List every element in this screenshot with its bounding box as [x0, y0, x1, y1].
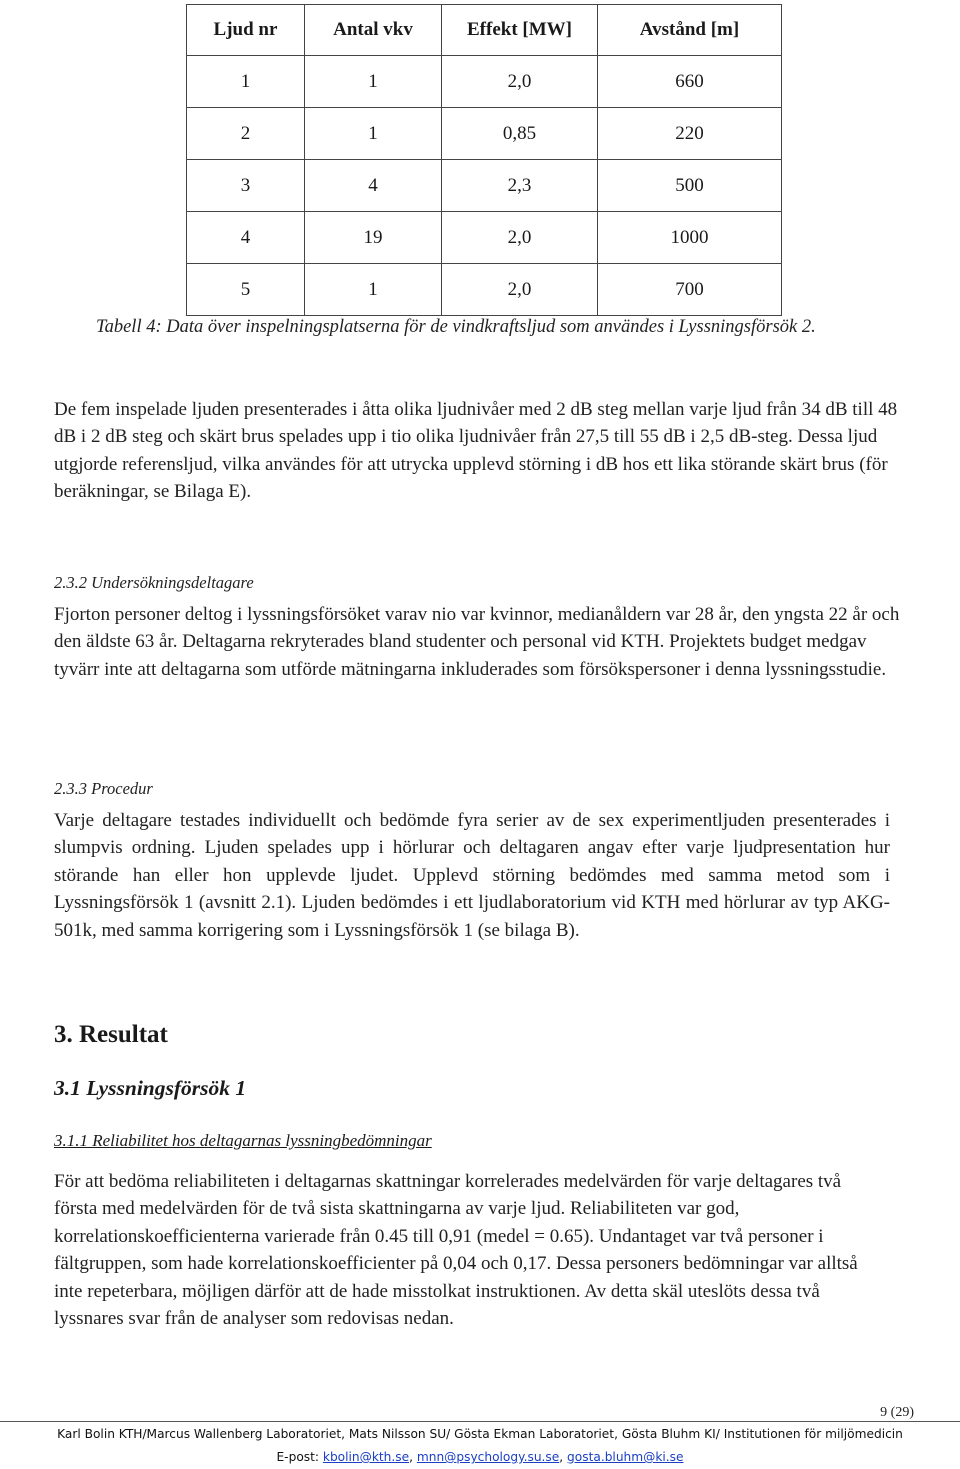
footer-contact	[0, 1450, 960, 1464]
table-cell: 660	[598, 56, 782, 108]
email-label: E-post:	[276, 1450, 320, 1464]
table-cell: 5	[187, 264, 305, 316]
table-cell: 19	[305, 212, 442, 264]
table-caption: Tabell 4: Data över inspelningsplatserna för de vindkraftsljud som användes i Lyssningsförsök 2.	[96, 317, 816, 337]
table-cell: 2,0	[442, 264, 598, 316]
recording-sites-table	[186, 4, 782, 316]
table-cell: 2	[187, 108, 305, 160]
participants-paragraph: Fjorton personer deltog i lyssningsförsöket varav nio var kvinnor, medianåldern var 28 år, den yngsta 22 år och den äldste 63 år. Deltagarna rekryterades bland studenter och personal vid KTH. Projektets budget medgav tyvärr inte att deltagarna som utförde mätningarna inkluderades som försökspersoner i denna lyssningsstudie.	[54, 604, 900, 680]
table-row	[187, 264, 782, 316]
chapter-heading-results: 3. Resultat	[54, 1021, 168, 1048]
intro-paragraph: De fem inspelade ljuden presenterades i åtta olika ljudnivåer med 2 dB steg mellan varje ljud från 34 dB till 48 dB i 2 dB steg och skärt brus spelades upp i tio olika ljudnivåer från 27,5 till 55 dB i 2,5 dB-steg. Dessa ljud utgjorde referensljud, vilka användes för att utrycka upplevd störning i dB hos ett lika störande skärt brus (för beräkningar, se Bilaga E).	[54, 399, 898, 503]
column-header: Avstånd [m]	[598, 5, 782, 56]
footer-divider	[0, 1421, 960, 1422]
table-cell: 3	[187, 160, 305, 212]
subsection-heading-reliability: 3.1.1 Reliabilitet hos deltagarnas lyssningbedömningar	[54, 1131, 432, 1150]
table-cell: 2,0	[442, 56, 598, 108]
table-row	[187, 212, 782, 264]
column-header: Ljud nr	[187, 5, 305, 56]
email-link[interactable]: gosta.bluhm@ki.se	[567, 1450, 684, 1464]
table-cell: 700	[598, 264, 782, 316]
table-row	[187, 108, 782, 160]
table-cell: 2,0	[442, 212, 598, 264]
table-cell: 1	[305, 56, 442, 108]
table-cell: 220	[598, 108, 782, 160]
reliability-paragraph: För att bedöma reliabiliteten i deltagarnas skattningar korrelerades medelvärden för varje deltagares två första med medelvärden för de två sista skattningarna av varje ljud. Reliabiliteten var god, korrelationskoefficienterna varierade från 0.45 till 0,91 (medel = 0.65). Undantaget var två personer i fältgruppen, som hade korrelationskoefficienter på 0,04 och 0,17. Dessa personers bedömningar var alltså inte repeterbara, möjligen därför att de hade misstolkat instruktionen. Av detta skäl uteslöts dessa två lyssnares svar från de analyser som redovisas nedan.	[54, 1171, 858, 1330]
section-heading-participants: 2.3.2 Undersökningsdeltagare	[54, 573, 254, 592]
email-link[interactable]: kbolin@kth.se	[322, 1450, 410, 1464]
table-cell: 1000	[598, 212, 782, 264]
footer-authors: Karl Bolin KTH/Marcus Wallenberg Laboratoriet, Mats Nilsson SU/ Gösta Ekman Laboratoriet, Gösta Bluhm KI/ Institutionen för miljömedicin	[57, 1427, 903, 1441]
table-cell: 4	[187, 212, 305, 264]
email-separator: ,	[409, 1450, 413, 1464]
page-number: 9 (29)	[880, 1405, 914, 1420]
procedure-paragraph: Varje deltagare testades individuellt och bedömde fyra serier av de sex experimentljuden presenterades i slumpvis ordning. Ljuden spelades upp i hörlurar och deltagaren angav efter varje ljudpresentation hur störande han eller hon upplevde ljudet. Upplevd störning bedömdes med samma metod som i Lyssningsförsök 1 (avsnitt 2.1). Ljuden bedömdes i ett ljudlaboratorium vid KTH med hörlurar av typ AKG-501k, med samma korrigering som i Lyssningsförsök 1 (se bilaga B).	[54, 810, 890, 941]
table-cell: 4	[305, 160, 442, 212]
column-header: Effekt [MW]	[442, 5, 598, 56]
table-cell: 0,85	[442, 108, 598, 160]
table-header-row	[187, 5, 782, 56]
column-header: Antal vkv	[305, 5, 442, 56]
section-heading-experiment-1: 3.1 Lyssningsförsök 1	[54, 1076, 247, 1100]
email-separator: ,	[559, 1450, 564, 1464]
table-cell: 1	[305, 264, 442, 316]
table-cell: 2,3	[442, 160, 598, 212]
email-link[interactable]: mnn@psychology.su.se	[416, 1450, 560, 1464]
table-cell: 500	[598, 160, 782, 212]
table-row	[187, 160, 782, 212]
table-cell: 1	[305, 108, 442, 160]
table-cell: 1	[187, 56, 305, 108]
section-heading-procedure: 2.3.3 Procedur	[54, 779, 153, 798]
table-row	[187, 56, 782, 108]
